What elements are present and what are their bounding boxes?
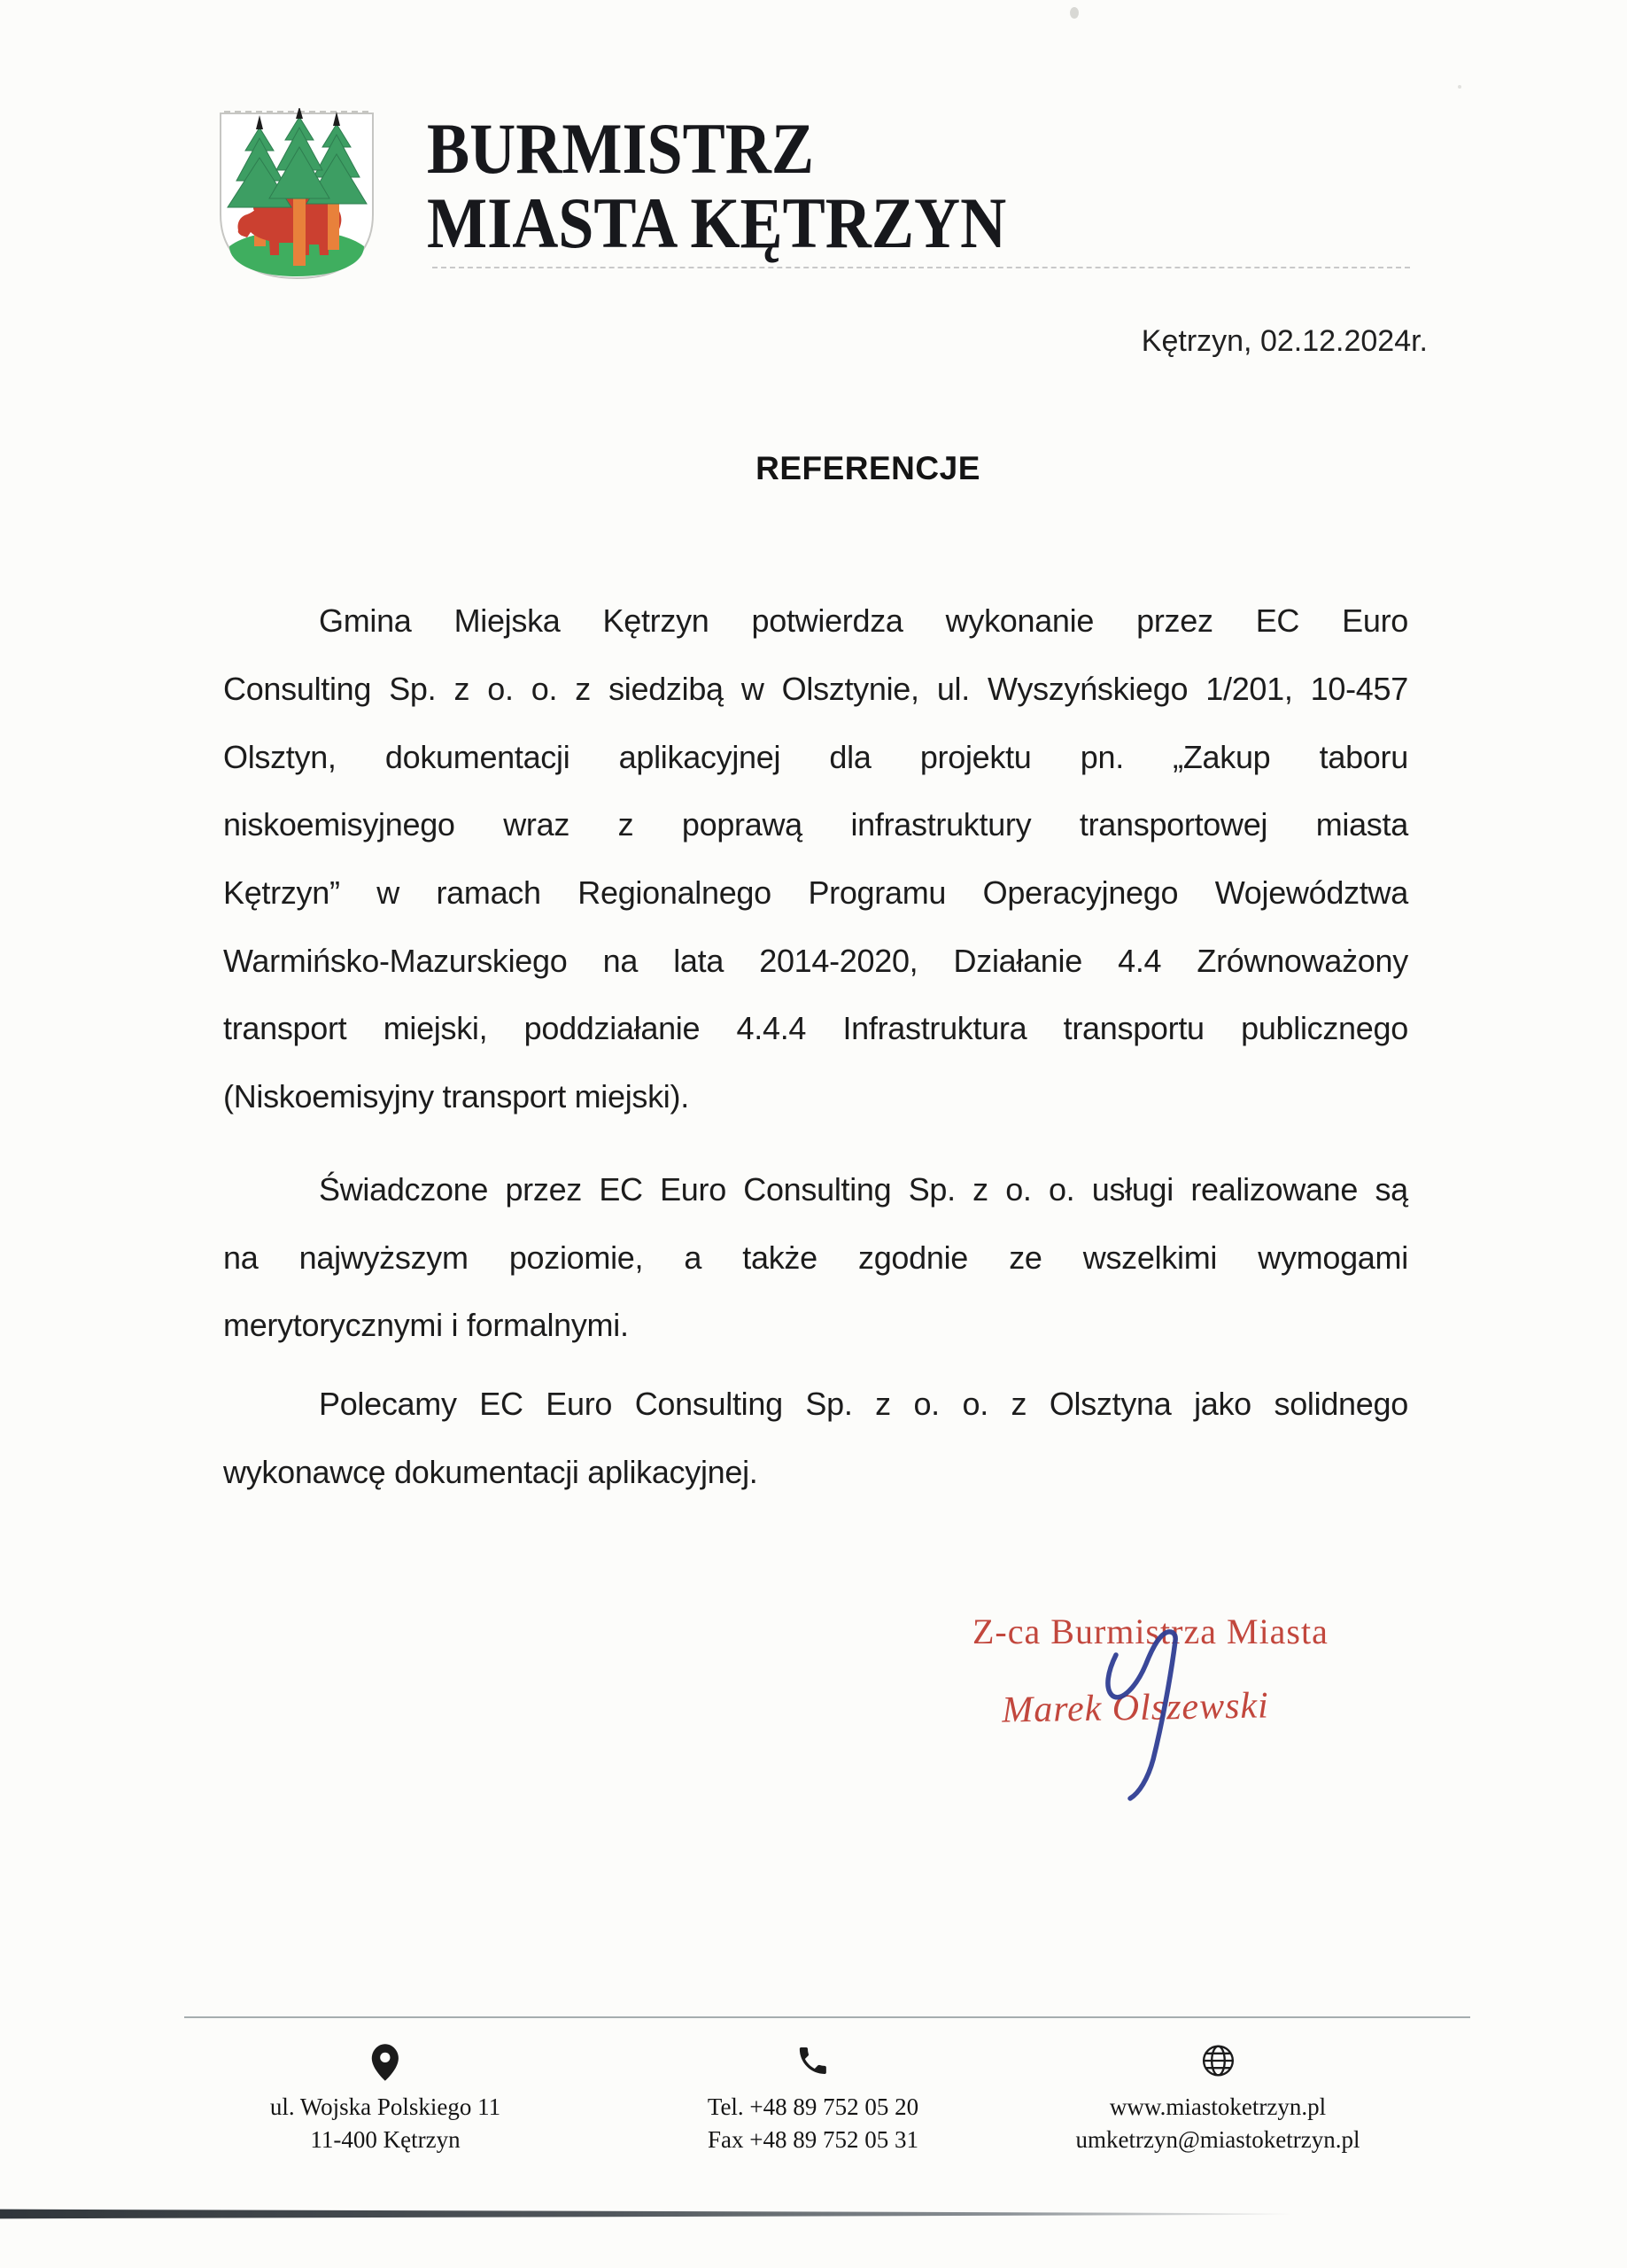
location-pin-icon	[371, 2043, 399, 2085]
footer-address-line1: ul. Wojska Polskiego 11	[269, 2093, 501, 2120]
text-line: niskoemisyjnego wraz z poprawą infrastruktury transportowej miasta	[223, 806, 1408, 843]
phone-icon	[795, 2043, 831, 2085]
body-paragraph-3	[223, 1371, 1408, 1506]
letterhead-org-name	[427, 108, 1007, 263]
footer-phone-line1: Tel. +48 89 752 05 20	[707, 2093, 919, 2120]
text-line: Olsztyn, dokumentacji aplikacyjnej dla projektu pn. „Zakup taboru	[223, 738, 1408, 775]
text-line: Świadczone przez EC Euro Consulting Sp. z o. o. usługi realizowane są	[319, 1171, 1408, 1208]
org-name-line2: MIASTA KĘTRZYN	[427, 183, 1007, 263]
text-line: wykonawcę dokumentacji aplikacyjnej.	[223, 1453, 758, 1490]
scan-speck	[1070, 7, 1079, 19]
text-line: (Niskoemisyjny transport miejski).	[223, 1077, 689, 1115]
letterhead-divider	[432, 267, 1410, 268]
footer-web-line2: umketrzyn@miastoketrzyn.pl	[1075, 2126, 1360, 2153]
stamp-title: Z-ca Burmistrza Miasta	[972, 1612, 1329, 1651]
body-paragraph-2	[223, 1156, 1408, 1360]
footer-address-line2: 11-400 Kętrzyn	[310, 2126, 461, 2153]
globe-icon	[1200, 2043, 1236, 2085]
document-title: REFERENCJE	[755, 450, 980, 486]
scan-speck	[1458, 85, 1461, 89]
text-line: na najwyższym poziomie, a także zgodnie ze wszelkimi wymogami	[223, 1239, 1408, 1277]
text-line: Consulting Sp. z o. o. z siedzibą w Olsztynie, ul. Wyszyńskiego 1/201, 10-457	[223, 671, 1408, 708]
footer-web-line1: www.miastoketrzyn.pl	[1109, 2093, 1327, 2120]
date-line: Kętrzyn, 02.12.2024r.	[1141, 324, 1428, 358]
footer-address-block	[270, 2043, 500, 2156]
footer-phone-block	[708, 2043, 918, 2156]
scan-artifact-line	[0, 2208, 1346, 2220]
org-name-line1: BURMISTRZ	[427, 108, 815, 189]
footer-phone-line2: Fax +48 89 752 05 31	[708, 2126, 918, 2153]
stamp-name: Marek Olszewski	[1001, 1685, 1270, 1731]
body-paragraph-1	[223, 587, 1408, 1131]
text-line: merytorycznymi i formalnymi.	[223, 1307, 629, 1344]
ketrzyn-coat-of-arms-logo	[217, 108, 376, 282]
text-line: Warmińsko-Mazurskiego na lata 2014-2020, Działanie 4.4 Zrównoważony	[223, 942, 1408, 979]
text-line: Kętrzyn” w ramach Regionalnego Programu Operacyjnego Województwa	[223, 874, 1408, 912]
footer-divider	[184, 2016, 1470, 2018]
text-line: Polecamy EC Euro Consulting Sp. z o. o. z Olsztyna jako solidnego	[319, 1386, 1408, 1423]
text-line: Gmina Miejska Kętrzyn potwierdza wykonanie przez EC Euro	[319, 602, 1408, 640]
footer-web-block	[1075, 2043, 1360, 2156]
text-line: transport miejski, poddziałanie 4.4.4 Infrastruktura transportu publicznego	[223, 1010, 1408, 1047]
handwritten-ink-signature	[1089, 1619, 1205, 1814]
